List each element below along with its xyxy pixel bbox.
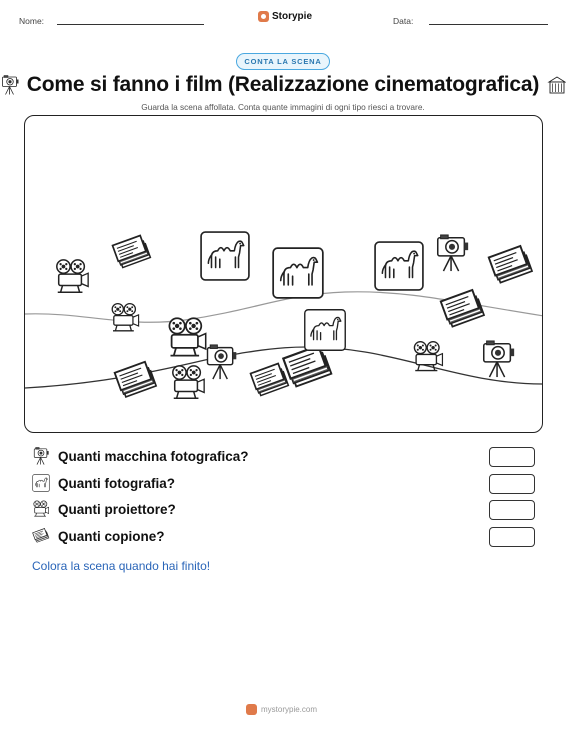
coloring-note: Colora la scena quando hai finito! (32, 559, 211, 573)
answer-box-camera[interactable] (489, 447, 535, 467)
script-icon (487, 244, 535, 288)
question-text: Quanti copione? (58, 529, 165, 544)
header-row (0, 10, 566, 30)
script-icon (439, 288, 487, 332)
activity-badge: CONTA LA SCENA (236, 53, 330, 70)
footer (246, 704, 317, 715)
question-text: Quanti proiettore? (58, 502, 176, 517)
projector-icon (32, 500, 50, 518)
answer-box-projector[interactable] (489, 500, 535, 520)
photo-icon (32, 474, 50, 492)
camera-icon (203, 342, 239, 382)
page-title: Come si fanno i film (Realizzazione cinematografica) (26, 73, 540, 96)
counting-scene (24, 115, 543, 433)
footer-url[interactable]: mystorypie.com (261, 705, 318, 714)
answer-box-photo[interactable] (489, 474, 535, 494)
projector-icon (169, 364, 207, 402)
photo-icon (271, 246, 325, 300)
photo-icon (199, 230, 251, 282)
date-field-line[interactable] (429, 24, 548, 25)
brand-logo (258, 11, 312, 22)
script-icon (113, 360, 159, 402)
name-field-line[interactable] (57, 24, 204, 25)
camera-icon (32, 447, 50, 465)
question-text: Quanti fotografia? (58, 476, 175, 491)
projector-icon (411, 340, 445, 374)
question-photo (32, 474, 536, 494)
storypie-logo-icon (258, 11, 269, 22)
page-subtitle: Guarda la scena affollata. Conta quante immagini di ogni tipo riesci a trovare. (141, 102, 425, 112)
question-camera (32, 447, 536, 467)
projector-icon (109, 302, 141, 334)
theater-building-icon (547, 74, 566, 96)
camera-icon (433, 232, 471, 274)
question-script (32, 527, 536, 547)
photo-icon (373, 240, 425, 292)
date-label: Data: (393, 16, 414, 26)
question-text: Quanti macchina fotografica? (58, 449, 249, 464)
storypie-logo-icon (246, 704, 257, 715)
brand-name: Storypie (272, 11, 313, 22)
camera-icon (479, 338, 517, 380)
script-icon (32, 527, 50, 545)
name-label: Nome: (19, 16, 45, 26)
question-projector (32, 500, 536, 520)
projector-icon (53, 258, 91, 296)
script-icon (111, 234, 153, 272)
answer-box-script[interactable] (489, 527, 535, 547)
photo-icon (303, 308, 347, 352)
